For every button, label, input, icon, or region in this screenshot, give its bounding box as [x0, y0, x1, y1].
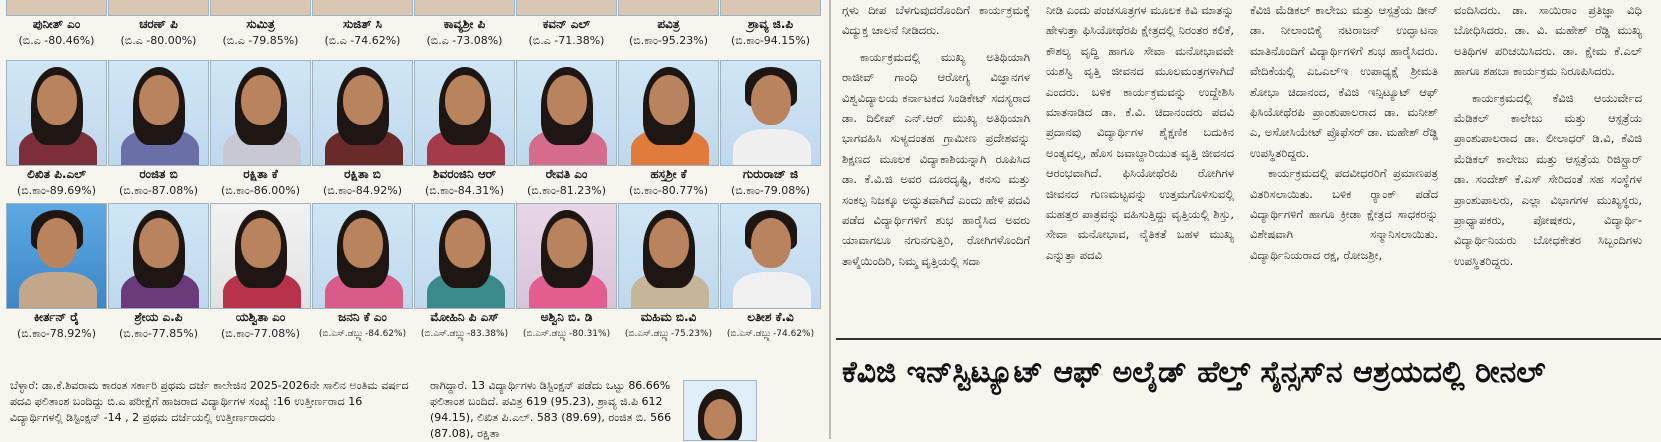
- student-card: [516, 203, 617, 342]
- student-card: [6, 203, 107, 342]
- student-photo: [108, 60, 209, 166]
- student-card: [618, 203, 719, 342]
- article-paragraph: ಕಾರ್ಯಕ್ರಮದಲ್ಲಿ ಪದವೀಧರರಿಗೆ ಪ್ರಮಾಣಪತ್ರ ವಿತರಿಸಲಾಯಿತು. ಬಳಿಕ ರ್‍ಯಾಂಕ್ ಪಡೆದ ವಿದ್ಯಾರ್ಥಿಗಳಿಗೆ ಹಾಗೂ ಕ್ರೀಡಾ ಕ್ಷೇತ್ರದ ಸಾಧಕರನ್ನು ವಿಶೇಷವಾಗಿ ಸನ್ಮಾನಿಸಲಾಯಿತು. ವಿದ್ಯಾರ್ಥಿನಿಯರಾದ ರಕ್ಷ, ರೋಜಶ್ರೀ,: [1250, 166, 1438, 262]
- student-photo: [516, 203, 617, 309]
- student-score: (ಬಿ.ಎ -79.85%): [222, 34, 299, 47]
- student-score: (ಬಿ.ಎ -71.38%): [528, 34, 605, 47]
- student-name: ಅಶ್ವಿನಿ ಬಿ. ಡಿ: [540, 310, 593, 324]
- student-score: (ಬಿ.ಎಸ್.ಡಬ್ಲ್ಯು-84.62%): [318, 329, 407, 339]
- student-score: (ಬಿ.ಕಾಂ-94.15%): [730, 34, 811, 47]
- student-card: [720, 203, 821, 342]
- student-name: ಪವಿತ್ರ: [657, 17, 680, 31]
- student-card: [312, 203, 413, 342]
- student-card: [618, 0, 719, 49]
- student-card: [516, 60, 617, 199]
- article-paragraph: ಗ್ಗಳು ದೀಪ ಬೆಳಗುವುದರೊಂದಿಗೆ ಕಾರ್ಯಕ್ರಮಕ್ಕೆ ವಿದ್ಯುಕ್ತ ಚಾಲನೆ ನೀಡಿದರು.: [842, 3, 1030, 38]
- article-paragraph: ನೀಡಿ ಎಂದು ಪಂಚಸೂತ್ರಗಳ ಮೂಲಕ ಕಿವಿ ಮಾತನ್ನು ಹೇಳುತ್ತಾ ಫಿಸಿಯೋಥೆರಪಿ ಕ್ಷೇತ್ರದಲ್ಲಿ ನಿರಂತರ ಕಲಿಕೆ, ಕೌಶಲ್ಯ ವೃದ್ಧಿ ಹಾಗೂ ಸೇವಾ ಮನೋಭಾವವೇ ಯಶಸ್ವಿ ವೃತ್ತಿ ಜೀವನದ ಮೂಲಮಂತ್ರಗಳಾಗಿದೆ ಎಂದರು. ಬಳಿಕ ಕಾರ್ಯಕ್ರಮವನ್ನು ಉದ್ದೇಶಿಸಿ ಮಾತನಾಡಿದ ಡಾ. ಕೆ.ವಿ. ಚಿದಾನಂದರು ಪದವಿ ಪ್ರದಾನವು ವಿದ್ಯಾರ್ಥಿಗಳ ಶೈಕ್ಷಣಿಕ ಬದುಕಿನ ಅಂತ್ಯವಲ್ಲ, ಹೊಸ ಜವಾಬ್ದಾರಿಯುತ ವೃತ್ತಿ ಜೀವನದ ಆರಂಭವಾಗಿದೆ. ಫಿಸಿಯೋಥೆರಪಿ ರೋಗಿಗಳ ಜೀವನದ ಗುಣಮಟ್ಟವನ್ನು ಉತ್ತಮಗೊಳಿಸುವಲ್ಲಿ ಮಹತ್ತರ ಪಾತ್ರವನ್ನು ವಹಿಸುತ್ತಿದ್ದು ವೃತ್ತಿಯಲ್ಲಿ ಶಿಸ್ತು, ಸೇವಾ ಮನೋಭಾವ, ನೈತಿಕತೆ ಬಹಳ ಮುಖ್ಯ ಎನ್ನುತ್ತಾ ಪದವಿ: [1046, 3, 1234, 262]
- student-score: (ಬಿ.ಎ -80.00%): [120, 34, 197, 47]
- student-score: (ಬಿ.ಎ -80.46%): [18, 34, 95, 47]
- student-card: [6, 0, 107, 49]
- student-score: (ಬಿ.ಕಾಂ-84.31%): [424, 184, 505, 197]
- article-column-1: [842, 0, 1030, 271]
- student-card: [720, 60, 821, 199]
- student-photo: [618, 0, 719, 16]
- student-name: ರಕ್ಷಿತಾ ಕೆ: [243, 167, 278, 181]
- student-photo: [618, 203, 719, 309]
- student-photo: [6, 60, 107, 166]
- student-card: [210, 203, 311, 342]
- section-rule: [836, 338, 1661, 340]
- student-name: ಸುಮಿತ್ರ: [246, 17, 275, 31]
- student-card: [720, 0, 821, 49]
- student-card: [414, 60, 515, 199]
- article-paragraph: ಕಾರ್ಯಕ್ರಮದಲ್ಲಿ ಕೆವಿಜಿ ಆಯುರ್ವೇದ ಮೆಡಿಕಲ್ ಕಾಲೇಜು ಮತ್ತು ಆಸ್ಪತ್ರೆಯ ಪ್ರಾಂಶುಪಾಲರಾದ ಡಾ. ಲೀಲಾಧರ್ ಡಿ.ವಿ, ಕೆವಿಜಿ ಮೆಡಿಕಲ್ ಕಾಲೇಜು ಮತ್ತು ಆಸ್ಪತ್ರೆಯ ರಿಜಿಸ್ಟ್ರಾರ್ ಡಾ. ಸಂದೇಶ್ ಕೆ.ಎಸ್ ಸೇರಿದಂತೆ ಸಹ ಸಂಸ್ಥೆಗಳ ಪ್ರಾಂಶುಪಾಲರು, ಎಲ್ಲಾ ವಿಭಾಗಗಳ ಮುಖ್ಯಸ್ಥರು, ಪ್ರಾಧ್ಯಾಪಕರು, ಪೋಷಕರು, ವಿದ್ಯಾರ್ಥಿ-ವಿದ್ಯಾರ್ಥಿನಿಯರು ಬೋಧಕೇತರ ಸಿಬ್ಬಂದಿಗಳು ಉಪಸ್ಥಿತರಿದ್ದರು.: [1454, 90, 1642, 268]
- student-score: (ಬಿ.ಕಾಂ-77.85%): [118, 327, 199, 340]
- student-name: ರಂಜಿತ ಬಿ: [139, 167, 178, 181]
- student-name: ಹಸ್ತಶ್ರೀ ಕೆ: [650, 167, 687, 181]
- student-name: ಲಿಖಿತ ಪಿ.ಎಲ್: [27, 167, 86, 181]
- student-photo: [720, 203, 821, 309]
- article-paragraph: ಕಾರ್ಯಕ್ರಮದಲ್ಲಿ ಮುಖ್ಯ ಅತಿಥಿಯಾಗಿ ರಾಜೀವ್ ಗಾಂಧಿ ಆರೋಗ್ಯ ವಿಜ್ಞಾನಗಳ ವಿಶ್ವವಿದ್ಯಾಲಯ ಕರ್ನಾಟಕದ ಸಿಂಡಿಕೇಟ್ ಸದಸ್ಯರಾದ ಡಾ. ದಿಲೀಪ್ ಎನ್.ಆರ್ ಮುಖ್ಯ ಅತಿಥಿಯಾಗಿ ಭಾಗವಹಿಸಿ ಸುಳ್ಯದಂತಹ ಗ್ರಾಮೀಣ ಪ್ರದೇಶವನ್ನು ಶಿಕ್ಷಣದ ಮೂಲಕ ವಿದ್ಯಾಕಾಶಿಯನ್ನಾಗಿ ರೂಪಿಸಿದ ಡಾ. ಕೆ.ವಿ.ಜಿ ಅವರ ದೂರದೃಷ್ಟಿ, ಕನಸು ಮತ್ತು ಸಂಕಲ್ಪ ನಿಜಕ್ಕೂ ಅದ್ಭುತವಾಗಿದೆ ಎಂದು ಹೇಳಿ ಪದವಿ ಪಡೆದ ವಿದ್ಯಾರ್ಥಿಗಳಿಗೆ ಶುಭ ಹಾರೈಸಿದ ಅವರು ಯಾವಾಗಲೂ ನಗುನಗುತ್ತಿರಿ, ರೋಗಿಗಳೊಂದಿಗೆ ತಾಳ್ಮೆಯಿಂದಿರಿ, ನಿಮ್ಮ ವೃತ್ತಿಯಲ್ಲಿ ಸದಾ: [842, 49, 1030, 268]
- student-score: (ಬಿ.ಕಾಂ-79.08%): [730, 184, 811, 197]
- article-column-2: [1046, 0, 1234, 265]
- student-name: ಲತೀಶ ಕೆ.ವಿ: [747, 310, 794, 324]
- student-card: [6, 60, 107, 199]
- photo-row-3: [6, 203, 822, 342]
- column-divider: [829, 0, 831, 439]
- student-name: ಮೋಹಿನಿ ಪಿ ಎಸ್: [430, 310, 499, 324]
- student-photo: [312, 203, 413, 309]
- student-name: ಯಶ್ವಿತಾ ಎಂ: [235, 310, 286, 324]
- student-score: (ಬಿ.ಕಾಂ-80.77%): [628, 184, 709, 197]
- student-photo: [683, 380, 757, 441]
- student-name: ಚರಣ್ ಪಿ: [139, 17, 178, 31]
- student-photo: [414, 203, 515, 309]
- student-name: ಕೀರ್ತನ್ ರೈ: [33, 310, 80, 324]
- student-card: [312, 0, 413, 49]
- photo-row-2: [6, 60, 822, 199]
- news-article: [836, 0, 1661, 439]
- student-name: ಜನನಿ ಕೆ ಎಂ: [338, 310, 387, 324]
- student-photo: [6, 0, 107, 16]
- student-score: (ಬಿ.ಕಾಂ-89.69%): [16, 184, 97, 197]
- student-photo: [720, 0, 821, 16]
- student-card: [312, 60, 413, 199]
- student-photo: [414, 60, 515, 166]
- student-photo: [516, 0, 617, 16]
- student-name: ಕಾವ್ಯಶ್ರೀ ಪಿ: [443, 17, 486, 31]
- student-card: [516, 0, 617, 49]
- student-card: [210, 60, 311, 199]
- student-score: (ಬಿ.ಎಸ್.ಡಬ್ಲ್ಯು-75.23%): [624, 329, 713, 339]
- student-photo: [414, 0, 515, 16]
- student-card: [618, 60, 719, 199]
- student-card: [414, 0, 515, 49]
- student-score: (ಬಿ.ಕಾಂ-87.08%): [118, 184, 199, 197]
- student-score: (ಬಿ.ಕಾಂ-81.23%): [526, 184, 607, 197]
- student-card: [108, 60, 209, 199]
- student-name: ಸುಜಿತ್ ಸಿ: [342, 17, 383, 31]
- student-photo: [210, 0, 311, 16]
- student-name: ಮಹಿಮ ಬಿ.ವಿ: [640, 310, 697, 324]
- student-score: (ಬಿ.ಎಸ್.ಡಬ್ಲ್ಯು-80.31%): [522, 329, 611, 339]
- student-score: (ಬಿ.ಕಾಂ-95.23%): [628, 34, 709, 47]
- student-card: [108, 0, 209, 49]
- student-score: (ಬಿ.ಕಾಂ-84.92%): [322, 184, 403, 197]
- student-score: (ಬಿ.ಕಾಂ-86.00%): [220, 184, 301, 197]
- student-photo: [6, 203, 107, 309]
- student-score: (ಬಿ.ಎಸ್.ಡಬ್ಲ್ಯು-74.62%): [726, 329, 815, 339]
- article-paragraph: ಕೆವಿಜಿ ಮೆಡಿಕಲ್ ಕಾಲೇಜು ಮತ್ತು ಆಸ್ಪತ್ರೆಯ ಡೀನ್ ಡಾ. ನೀಲಾಂಬಿಕೈ ನಟರಾಜನ್ ಉದ್ಘಾಟನಾ ಮಾತಿನೊಂದಿಗೆ ವಿದ್ಯಾರ್ಥಿಗಳಿಗೆ ಶುಭ ಹಾರೈಸಿದರು. ವೇದಿಕೆಯಲ್ಲಿ ಎಒಎಲ್‌ಇ ಉಪಾಧ್ಯಕ್ಷೆ ಶ್ರೀಮತಿ ಶೋಭಾ ಚಿದಾನಂದ, ಕೆವಿಜಿ ಇನ್ಸಿಟ್ಯೂಟ್ ಆಫ್ ಫಿಸಿಯೋಥೆರಪಿ ಪ್ರಾಂಶುಪಾಲರಾದ ಡಾ. ಮನೀಶ್ ಎ, ಅಸೋಸಿಯೇಟ್ ಪ್ರೊಫೆಸರ್ ಡಾ. ಮಹೇಶ್ ರೆಡ್ಡಿ ಉಪಸ್ಥಿತರಿದ್ದರು.: [1250, 3, 1438, 160]
- student-name: ಪುನೀತ್ ಎಂ: [32, 17, 81, 31]
- article-headline: ಕೆವಿಜಿ ಇನ್‌ಸ್ಟಿಟ್ಯೂಟ್ ಆಫ್ ಅಲೈಡ್ ಹೆಲ್ತ್ ಸೈನ್ಸಸ್‌ನ ಆಶ್ರಯದಲ್ಲಿ ರೀನಲ್: [842, 355, 1546, 390]
- student-score: (ಬಿ.ಎ -74.62%): [324, 34, 401, 47]
- student-photo: [516, 60, 617, 166]
- student-score: (ಬಿ.ಎ -73.08%): [426, 34, 503, 47]
- student-name: ರೇವತಿ ಎಂ: [545, 167, 588, 181]
- student-score: (ಬಿ.ಎಸ್.ಡಬ್ಲ್ಯು-83.38%): [420, 329, 509, 339]
- student-name: ಗುರುರಾಜ್ ಜಿ: [742, 167, 799, 181]
- student-photo: [312, 60, 413, 166]
- article-column-4: [1454, 0, 1642, 271]
- student-name: ರಕ್ಷಿತಾ ಬಿ: [344, 167, 381, 181]
- article-column-3: [1250, 0, 1438, 265]
- student-name: ಶ್ರೇಯ ಎ.ಪಿ: [134, 310, 183, 324]
- student-name: ಶ್ರಾವ್ಯ ಜಿ.ಪಿ: [747, 17, 794, 31]
- student-name: ಶಿವರಂಜಿನಿ ಆರ್: [432, 167, 496, 181]
- student-card: [108, 203, 209, 342]
- student-photo: [210, 203, 311, 309]
- student-photo: [618, 60, 719, 166]
- results-paragraph-1: ಬೆಳ್ಳಾರೆ: ಡಾ.ಕೆ.ಶಿವರಾಮ ಕಾರಂತ ಸರ್ಕಾರಿ ಪ್ರಥಮ ದರ್ಜೆ ಕಾಲೇಜಿನ 2025-2026ನೇ ಸಾಲಿನ ಅಂತಿಮ ವರ್ಷದ ಪದವಿ ಫಲಿತಾಂಶ ಬಂದಿದ್ದು ಬಿ.ಎ ಪರೀಕ್ಷೆಗೆ ಹಾಜರಾದ ವಿದ್ಯಾರ್ಥಿಗಳ ಸಂಖ್ಯೆ :16 ಉತ್ತೀರ್ಣರಾದ 16 ವಿದ್ಯಾರ್ಥಿಗಳಲ್ಲಿ ಡಿಸ್ಟಿಂಕ್ಷನ್ -14 , 2 ಪ್ರಥಮ ದರ್ಜೆಯಲ್ಲಿ ಉತ್ತೀರ್ಣರಾದರು: [10, 379, 409, 424]
- student-score: (ಬಿ.ಕಾಂ-77.08%): [220, 327, 301, 340]
- student-photo: [108, 0, 209, 16]
- student-photo: [720, 60, 821, 166]
- student-photo: [108, 203, 209, 309]
- article-paragraph: ವಂದಿಸಿದರು. ಡಾ. ಸಾಯಿರಾಂ ಪ್ರತಿಜ್ಞಾ ವಿಧಿ ಬೋಧಿಸಿದರು. ಡಾ. ವಿ. ಮಹೇಶ್ ರೆಡ್ಡಿ ಮುಖ್ಯ ಅತಿಥಿಗಳ ಪರಿಚಯಿಸಿದರು. ಡಾ. ಕ್ಷೇಮ ಕೆ.ಎಲ್ ಹಾಗೂ ಶಹಬಾ ಕಾರ್ಯಕ್ರಮ ನಿರೂಪಿಸಿದರು.: [1454, 3, 1642, 79]
- student-score: (ಬಿ.ಕಾಂ-78.92%): [16, 327, 97, 340]
- student-card: [414, 203, 515, 342]
- student-card: [210, 0, 311, 49]
- photo-row-1: [6, 0, 822, 49]
- results-paragraph-2: ರಾಗಿದ್ದಾರೆ. 13 ವಿದ್ಯಾರ್ಥಿಗಳು ಡಿಸ್ಟಿಂಕ್ಷನ್ ಪಡೆದು ಒಟ್ಟು 86.66% ಫಲಿತಾಂಶ ಬಂದಿದೆ. ಪವಿತ್ರ 619 (95.23), ಶ್ರಾವ್ಯ ಜಿ.ಪಿ 612 (94.15), ಲಿಖಿತ ಪಿ.ಎಲ್. 583 (89.69), ರಂಜಿತ ಬಿ. 566 (87.08), ರಕ್ಷಿತಾ: [430, 379, 672, 440]
- student-photo: [210, 60, 311, 166]
- photo-gallery-section: [0, 0, 828, 439]
- student-name: ಕವನ್ ಎಲ್: [542, 17, 591, 31]
- student-photo: [312, 0, 413, 16]
